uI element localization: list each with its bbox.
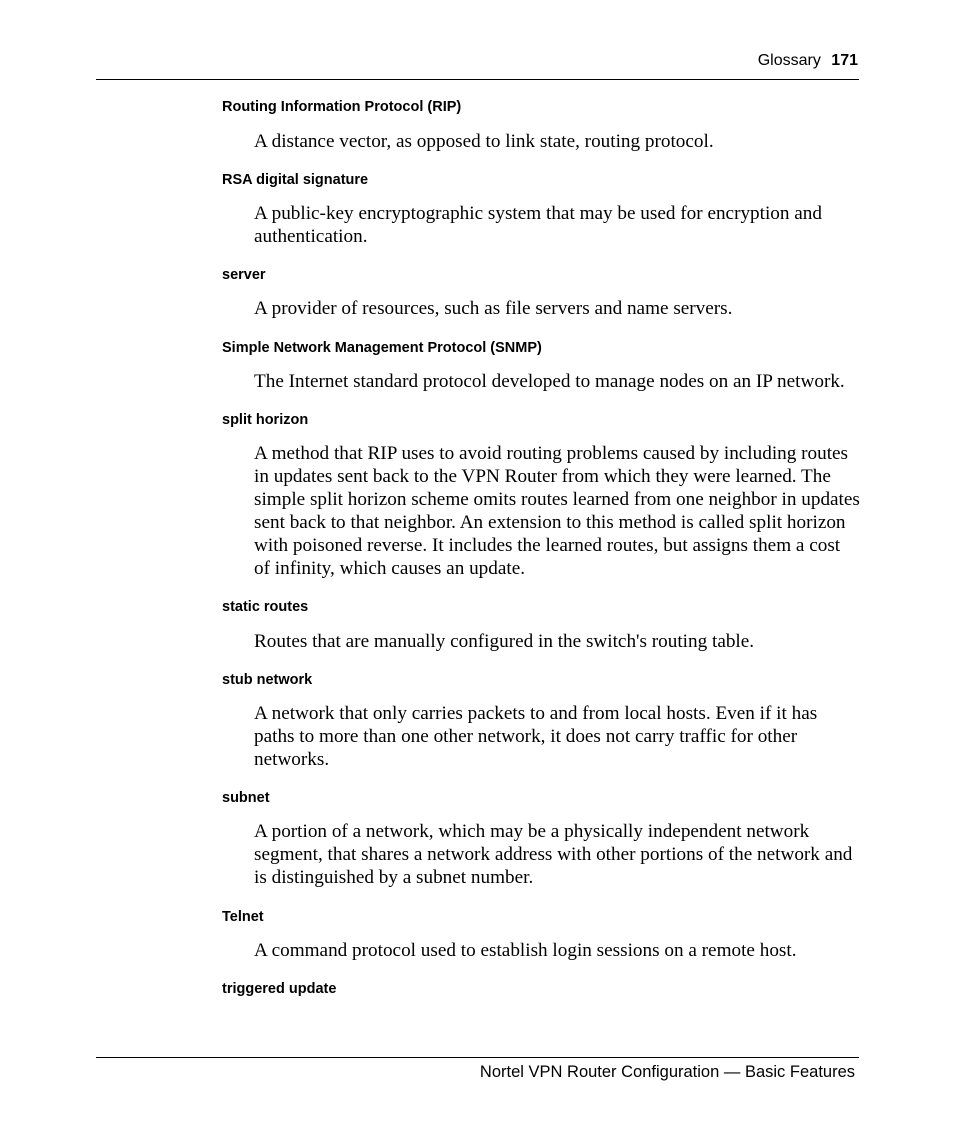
glossary-definition: A portion of a network, which may be a physically independent network segment, that shares a network address with other portions of the network and is distinguished by a subnet number. [254, 821, 853, 888]
glossary-term: Simple Network Management Protocol (SNMP) [222, 340, 542, 356]
glossary-definition: A network that only carries packets to and from local hosts. Even if it has paths to more than one other network, it does not carry traffic for other networks. [254, 703, 818, 770]
running-header [758, 51, 858, 71]
document-title-footer: Nortel VPN Router Configuration — Basic Features [479, 1063, 855, 1081]
glossary-term: triggered update [222, 981, 337, 997]
glossary-term: RSA digital signature [222, 172, 369, 188]
glossary-term: Routing Information Protocol (RIP) [222, 99, 462, 115]
glossary-definition: The Internet standard protocol developed to manage nodes on an IP network. [254, 371, 845, 392]
page-footer [96, 1057, 859, 1081]
glossary-term: static routes [222, 599, 309, 615]
page-header [96, 48, 859, 80]
glossary-definition: A public-key encryptographic system that may be used for encryption and authentication. [254, 203, 822, 247]
glossary-definition: A command protocol used to establish login sessions on a remote host. [254, 940, 797, 961]
glossary-definition: A provider of resources, such as file servers and name servers. [254, 298, 733, 319]
header-section-title: Glossary [757, 52, 821, 69]
glossary-definition: A distance vector, as opposed to link state, routing protocol. [254, 131, 714, 152]
glossary-term: subnet [222, 790, 270, 806]
glossary-term: server [222, 267, 266, 283]
glossary-term: Telnet [222, 909, 264, 925]
page-number: 171 [831, 52, 858, 69]
glossary-definition: Routes that are manually configured in the switch's routing table. [254, 631, 755, 652]
glossary-term: split horizon [222, 412, 309, 428]
glossary-term: stub network [222, 672, 313, 688]
glossary-definition: A method that RIP uses to avoid routing problems caused by including routes in updates sent back to the VPN Router from which they were learned. The simple split horizon scheme omits routes learned from one neighbor in updates sent back to that neighbor. An extension to this method is called split horizon with poisoned reverse. It includes the learned routes, but assigns them a cost of infinity, which causes an update. [254, 443, 860, 579]
